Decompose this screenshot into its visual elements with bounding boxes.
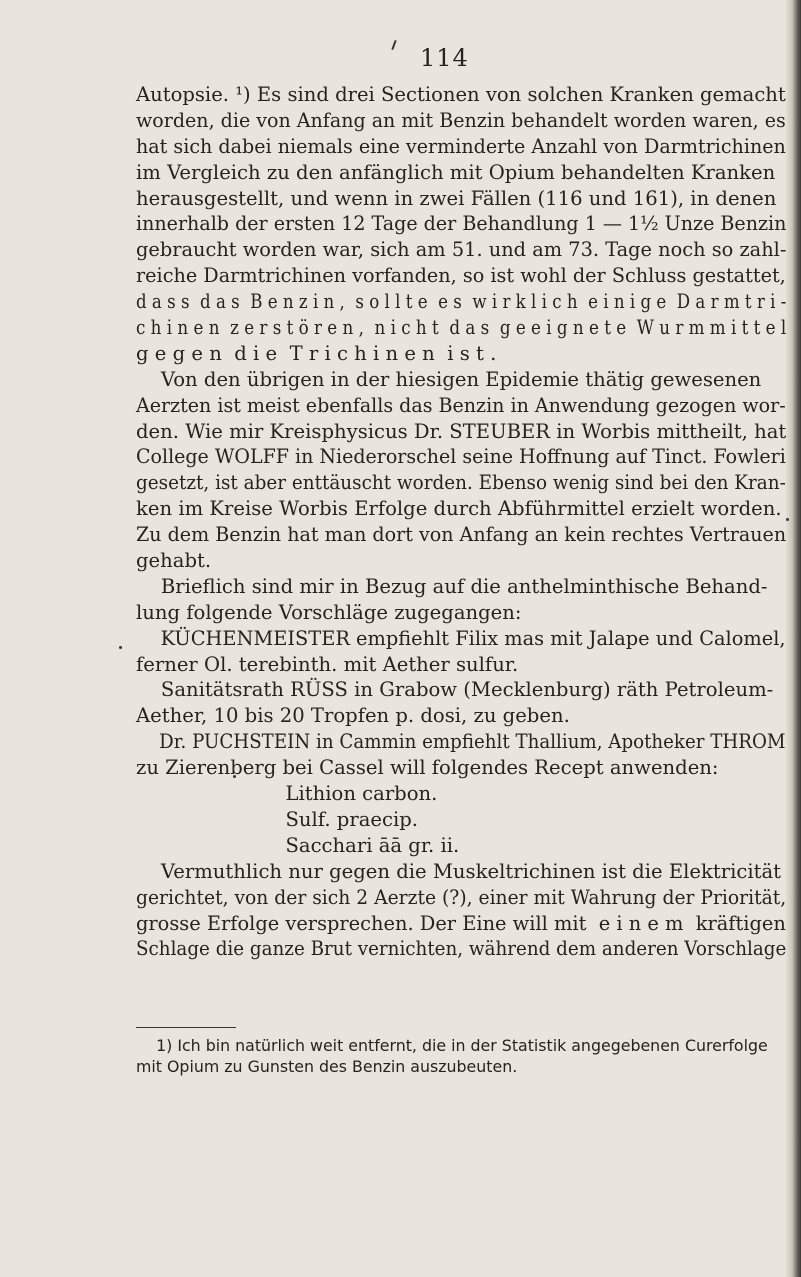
text-line: gehabt. [136,549,212,573]
text-line: zu Zierenberg bei Cassel will folgendes Recept anwenden: [136,756,719,780]
text-line: Lithion carbon. [136,782,438,806]
text-line: reiche Darmtrichinen vorfanden, so ist wohl der Schluss gestattet, [136,264,786,288]
text-line: Schlage die ganze Brut vernichten, während dem anderen Vorschlage [136,937,787,961]
text-line: Brieflich sind mir in Bezug auf die anthelminthische Behand- [136,574,768,598]
page-number: 114 [420,44,469,72]
text-line: im Vergleich zu den anfänglich mit Opium behandelten Kranken [136,160,776,184]
text-line: Aether, 10 bis 20 Tropfen p. dosi, zu geben. [136,704,570,728]
text-line: c h i n e n z e r s t ö r e n , n i c h t d a s g e e i g n e t e W u r m m i t t e l [136,316,787,340]
text-line: grosse Erfolge versprechen. Der Eine will mit e i n e m kräftigen [136,911,786,935]
stray-dot [786,518,789,521]
text-line: ken im Kreise Worbis Erfolge durch Abführmittel erzielt worden. [136,497,782,521]
text-line: Dr. PUCHSTEIN in Cammin empfiehlt Thallium, Apotheker THROM [136,730,786,754]
text-line: worden, die von Anfang an mit Benzin behandelt worden waren, es [136,108,786,132]
text-line: den. Wie mir Kreisphysicus Dr. STEUBER in Worbis mittheilt, hat [136,419,787,443]
text-line: d a s s d a s B e n z i n , s o l l t e e s w i r k l i c h e i n i g e D a r m t r i - [136,290,787,314]
text-line: gebraucht worden war, sich am 51. und am 73. Tage noch so zahl- [136,238,787,262]
text-line: gesetzt, ist aber enttäuscht worden. Ebenso wenig sind bei den Kran- [136,471,786,495]
page-edge-shadow [785,0,801,1277]
footnote-separator [136,1027,236,1028]
footnote-line: mit Opium zu Gunsten des Benzin auszubeuten. [136,1056,518,1076]
text-line: lung folgende Vorschläge zugegangen: [136,600,522,624]
text-line: hat sich dabei niemals eine verminderte Anzahl von Darmtrichinen [136,134,786,158]
text-line: KÜCHENMEISTER empfiehlt Filix mas mit Jalape und Calomel, [136,626,786,650]
text-line: Sulf. praecip. [136,807,418,831]
stray-dot [119,646,122,649]
text-line: Sanitätsrath RÜSS in Grabow (Mecklenburg) räth Petroleum- [136,678,774,702]
text-line: ferner Ol. terebinth. mit Aether sulfur. [136,652,519,676]
stray-mark [391,40,396,50]
text-line: Autopsie. ¹) Es sind drei Sectionen von solchen Kranken gemacht [136,83,786,106]
text-line: herausgestellt, und wenn in zwei Fällen (116 und 161), in denen [136,186,777,210]
footnote-line: 1) Ich bin natürlich weit entfernt, die in der Statistik angegebenen Curerfolge [136,1036,768,1055]
text-line: Sacchari āā gr. ii. [136,833,460,857]
text-line: Vermuthlich nur gegen die Muskeltrichinen ist die Elektricität [136,859,782,883]
text-line: gerichtet, von der sich 2 Aerzte (?), einer mit Wahrung der Priorität, [136,885,787,909]
text-line: g e g e n d i e T r i c h i n e n i s t . [136,341,497,365]
text-line: Aerzten ist meist ebenfalls das Benzin in Anwendung gezogen wor- [136,393,786,417]
text-line: Von den übrigen in der hiesigen Epidemie thätig gewesenen [136,367,762,391]
body-text [136,82,786,962]
text-line: innerhalb der ersten 12 Tage der Behandlung 1 — 1½ Unze Benzin [136,212,787,236]
text-line: Zu dem Benzin hat man dort von Anfang an kein rechtes Vertrauen [136,523,787,547]
footnote [136,1036,786,1077]
text-line: College WOLFF in Niederorschel seine Hoffnung auf Tinct. Fowleri [136,445,786,469]
